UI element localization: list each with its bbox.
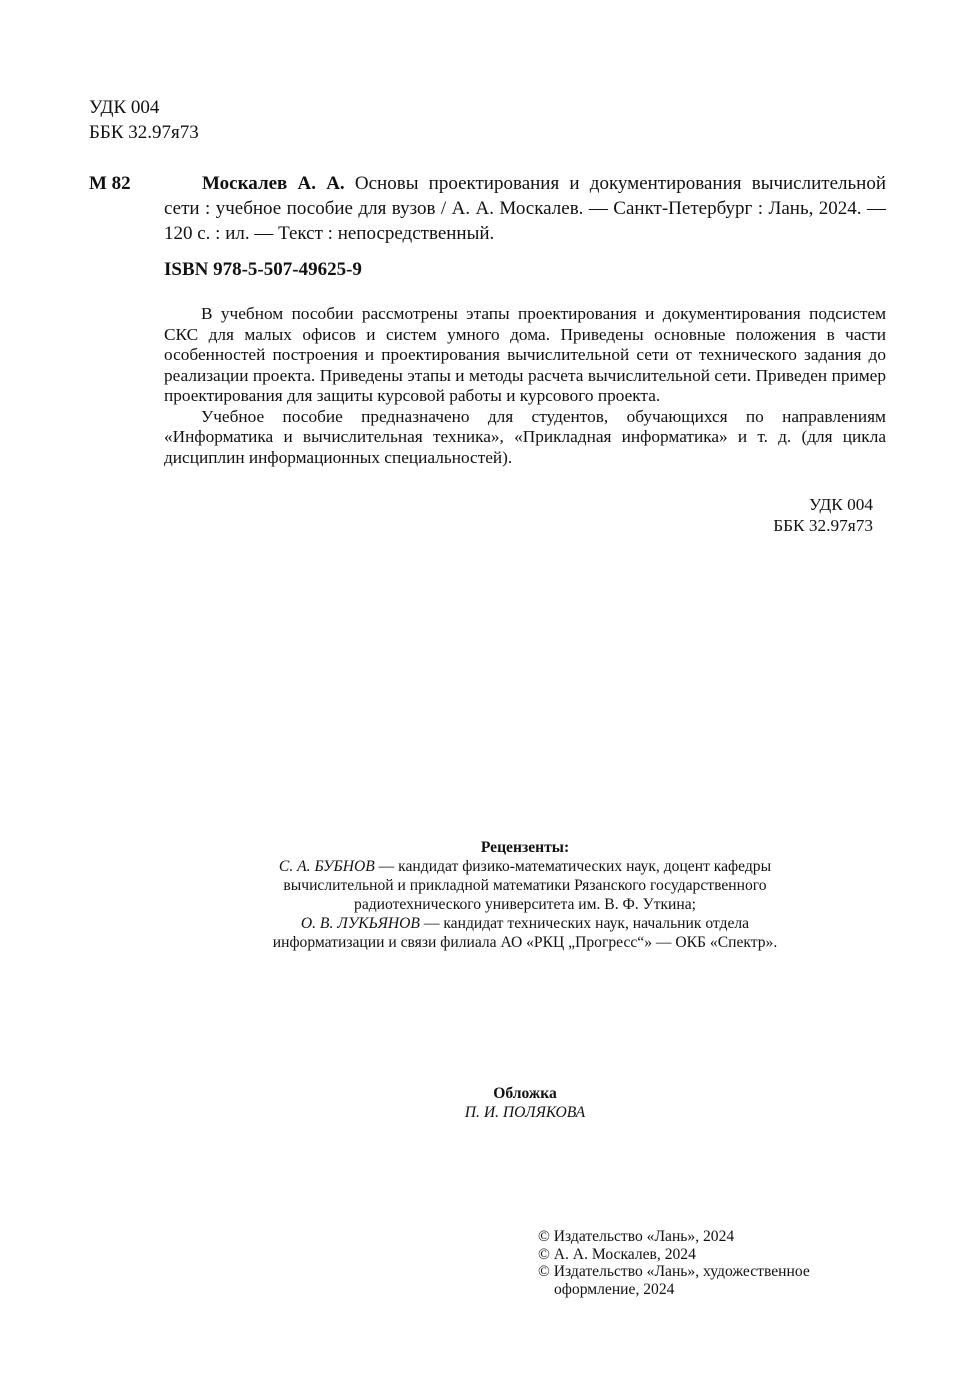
reviewer-line: радиотехнического университета им. В. Ф. Уткина; [354, 896, 696, 913]
classification-codes-right [700, 494, 873, 536]
reviewers-heading: Рецензенты: [480, 839, 570, 856]
bbk-code: ББК 32.97я73 [89, 122, 199, 143]
udk-code: УДК 004 [808, 495, 873, 514]
reviewer-name: С. А. БУБНОВ [278, 858, 375, 875]
annotation-paragraph: Учебное пособие предназначено для студентов, обучающихся по направлениям «Информатика и вычислительная техника», «Прикладная информатика» и т. д. (для цикла дисциплин информационных специальностей). [164, 406, 886, 467]
bbk-code: ББК 32.97я73 [773, 516, 873, 535]
cover-credit [380, 1084, 670, 1122]
isbn: ISBN 978-5-507-49625-9 [164, 259, 362, 280]
copyright-line: © Издательство «Лань», 2024 [538, 1228, 735, 1245]
bibliography-author: Москалев А. А. [202, 173, 345, 194]
bibliographic-record [164, 171, 886, 246]
cover-heading: Обложка [493, 1085, 557, 1102]
udk-code: УДК 004 [89, 97, 160, 118]
annotation [164, 304, 886, 468]
cover-designer: П. И. ПОЛЯКОВА [464, 1104, 586, 1121]
reviewer-line: информатизации и связи филиала АО «РКЦ „Прогресс“» — ОКБ «Спектр». [272, 934, 778, 951]
copyright-line: © Издательство «Лань», художественное [538, 1263, 810, 1280]
copyright-line: © А. А. Москалев, 2024 [538, 1245, 696, 1263]
author-cipher: М 82 [89, 173, 131, 194]
bibliography-description: Основы проектирования и документирования вычислительной сети : учебное пособие для вузов / А. А. Москалев. — Санкт-Петербург : Лань, 2024. — 120 с. : ил. — Текст : непосредственный. [164, 173, 886, 244]
reviewer-name: О. В. ЛУКЬЯНОВ [300, 915, 420, 932]
reviewer-line: С. А. БУБНОВ — кандидат физико-математических наук, доцент кафедры [278, 858, 772, 875]
reviewers-block [180, 838, 870, 952]
copyright-block [538, 1228, 858, 1298]
copyright-line: оформление, 2024 [554, 1280, 675, 1298]
reviewer-line: О. В. ЛУКЬЯНОВ — кандидат технических наук, начальник отдела [300, 915, 750, 932]
reviewer-line: вычислительной и прикладной математики Рязанского государственного [283, 877, 767, 894]
annotation-paragraph: В учебном пособии рассмотрены этапы проектирования и документирования подсистем СКС для малых офисов и систем умного дома. Приведены основные положения в части особенностей построения и проектирования вычислительной сети от технического задания до реализации проекта. Приведены этапы и методы расчета вычислительной сети. Приведен пример проектирования для защиты курсовой работы и курсового проекта. [164, 304, 886, 405]
classification-codes-top [89, 95, 199, 145]
